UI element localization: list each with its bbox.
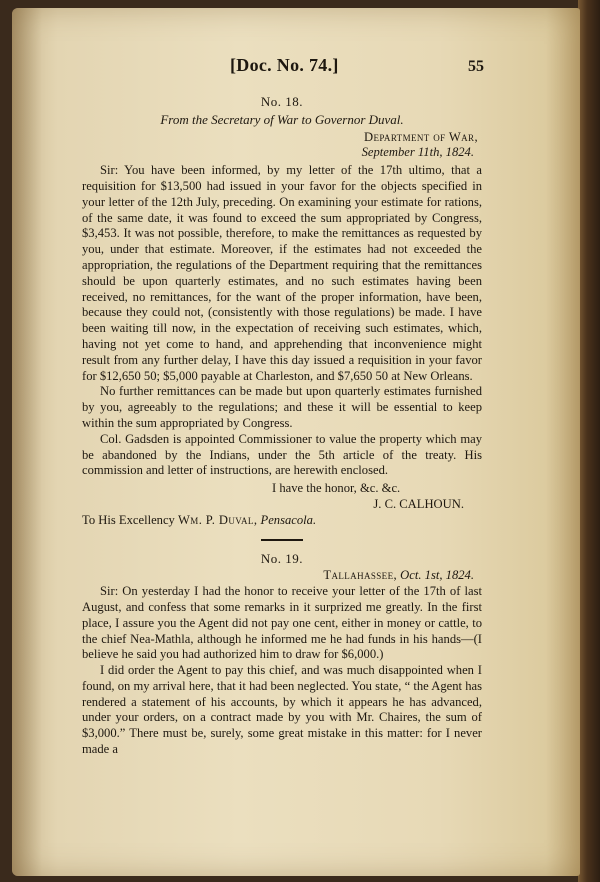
- letter-19-place: Tallahassee,: [323, 568, 398, 583]
- letter-18-department: Department of War,: [363, 129, 478, 144]
- gutter-shadow: [12, 8, 42, 876]
- letter-18-date: September 11th, 1824.: [361, 145, 474, 160]
- page-content: [82, 55, 484, 758]
- letter-19-dateline: [82, 568, 474, 584]
- letter-18-addressee: [82, 513, 482, 529]
- book-edge: [578, 0, 600, 882]
- addressee-place: Pensacola.: [257, 512, 317, 527]
- letter-18-paragraph: No further remittances can be made but upon quarterly estimates furnished by you, agreeably to the regulations; and these it will be essential to keep within the sum appropriated by Congress.: [82, 384, 482, 430]
- section-divider: [261, 539, 303, 541]
- letter-18-closing: I have the honor, &c. &c.: [272, 481, 401, 496]
- letter-18-paragraph: Col. Gadsden is appointed Commissioner to value the property which may be abandoned by the Indians, under the 5th article of the treaty. His commission and letter of instructions, are herewith enclosed.: [82, 431, 482, 478]
- letter-18-number: No. 18.: [260, 94, 304, 109]
- doc-reference: [Doc. No. 74.]: [230, 55, 339, 75]
- letter-18-subject: From the Secretary of War to Governor Duval.: [160, 111, 404, 127]
- page-number: 55: [468, 58, 484, 75]
- addressee-name: Wm. P. Duval,: [178, 512, 258, 527]
- running-header: [82, 55, 484, 82]
- letter-19-date: Oct. 1st, 1824.: [397, 568, 474, 583]
- letter-19-paragraph: I did order the Agent to pay this chief, and was much disappointed when I found, on my arrival here, that it had been neglected. You state, “ the Agent has rendered a statement of his accounts, by which it appears he has advanced, under your orders, on a contract made by you with Mr. Chaires, the sum of $3,000.” There must be, surely, some great mistake in this matter: for I never made a: [82, 663, 482, 757]
- letter-19-paragraph: Sir: On yesterday I had the honor to receive your letter of the 17th of last August, and confess that some remarks in it surprized me greatly. In the first place, I assure you the Agent did not pay one cent, either in money or cattle, to the chief Nea-Mathla, although he informed me he had funds in his hands—(I believe he said you had authorized him to draw for $6,000.): [82, 584, 482, 662]
- addressee-prefix: To His Excellency: [82, 512, 178, 527]
- letter-19-number: No. 19.: [260, 550, 304, 566]
- letter-18-signature: J. C. CALHOUN.: [373, 496, 464, 511]
- letter-18-paragraph: Sir: You have been informed, by my letter of the 17th ultimo, that a requisition for $13,500 had issued in your favor for the objects specified in your letter of the 12th July, preceding. On examining your estimate for rations, of the same date, it was found to exceed the sum appropriated by Congress, $3,453. It was not possible, therefore, to make the remittances as requested by you, under that estimate. Moreover, if the estimates had not exceeded the appropriation, the regulations of the Department requiring that the remittances should be upon quarterly estimates, and no such estimates having been received, no remittances, for the want of the proper information, have been, because they could not, (consistently with those regulations) be made. I have been waiting till now, in the expectation of receiving such estimates, which, having not yet come to hand, and apprehending that inconvenience might result from any further delay, I have this day issued a requisition in your favor for $12,650 50; $5,000 payable at Charleston, and $7,650 50 at New Orleans.: [82, 163, 482, 383]
